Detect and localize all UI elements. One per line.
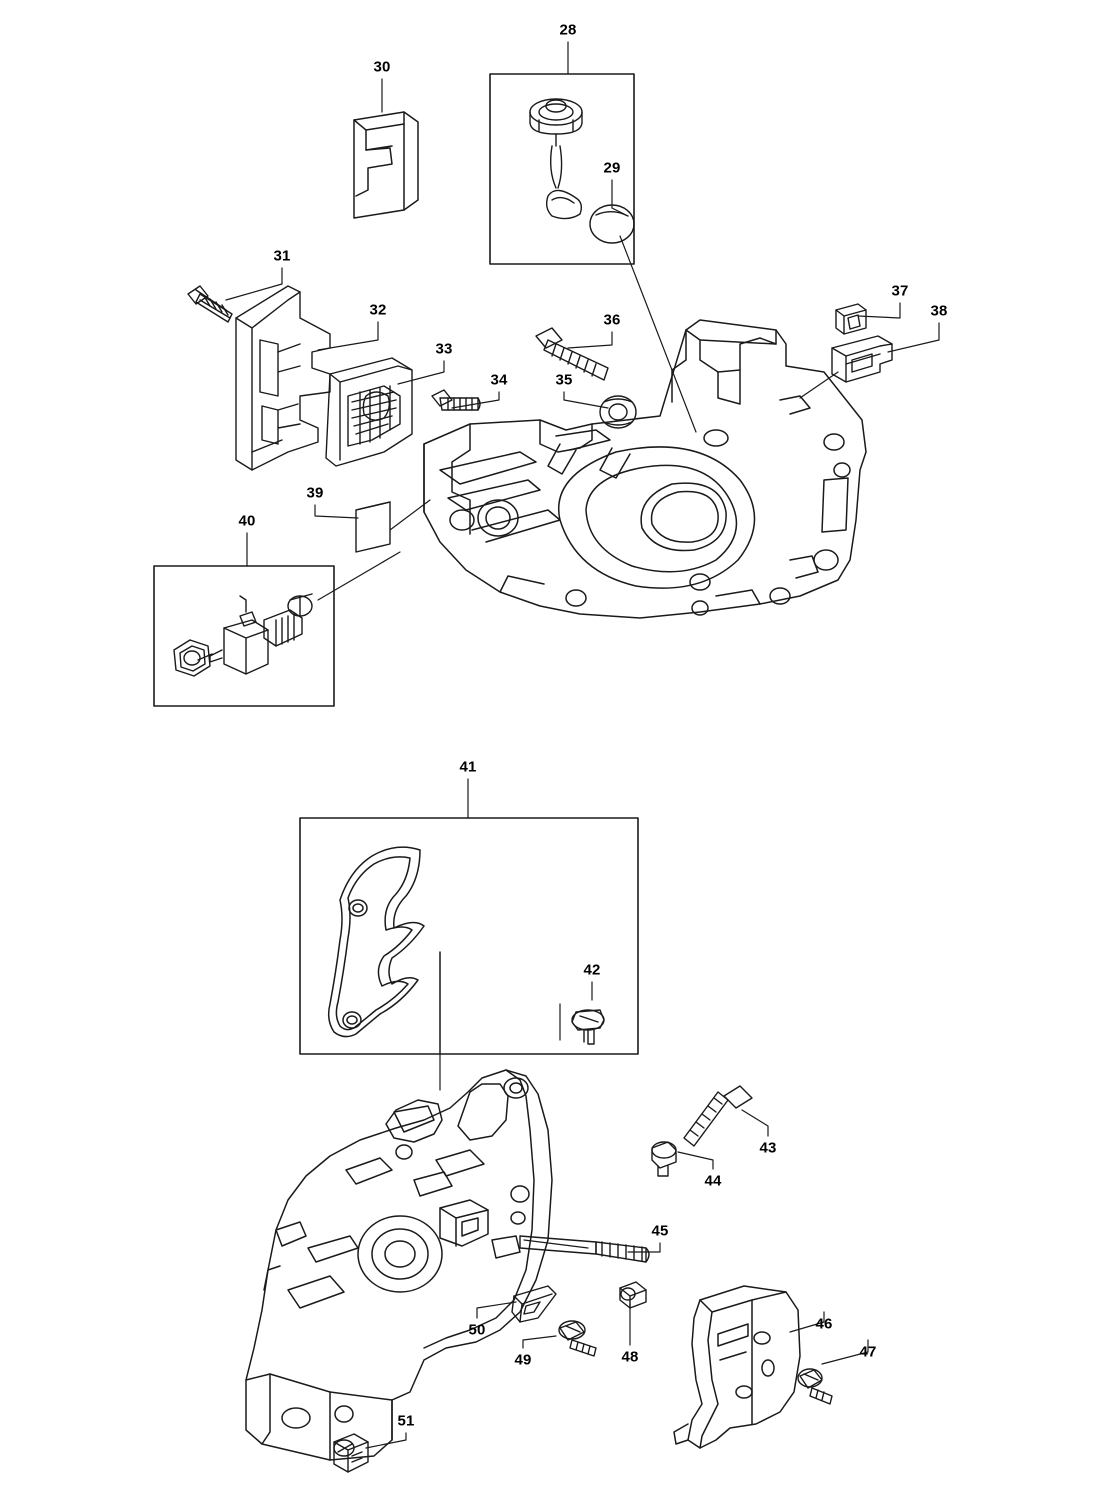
callout-label-48: 48 [621,1348,639,1366]
callout-label-43: 43 [759,1139,777,1157]
part-38-clip-bracket [832,336,892,382]
callout-label-28: 28 [559,21,577,39]
callout-label-39: 39 [306,484,324,502]
callout-label-36: 36 [603,311,621,329]
callout-label-49: 49 [514,1351,532,1369]
part-47-cover-screw [798,1369,832,1404]
part-41-chain-brake-lever [329,847,440,1054]
part-48-tension-nut [620,1282,646,1308]
part-43-flange-bolt [684,1086,752,1146]
callout-label-32: 32 [369,301,387,319]
crankcase-body [424,320,866,618]
callout-label-35: 35 [555,371,573,389]
part-28-fuel-cap [530,99,582,188]
callout-label-50: 50 [468,1321,486,1339]
part-39-name-plate [356,502,390,552]
part-31-screw [188,286,232,322]
callout-label-31: 31 [273,247,291,265]
callout-label-40: 40 [238,512,256,530]
part-33-filter-screen [326,358,412,466]
callout-label-38: 38 [930,302,948,320]
callout-label-46: 46 [815,1315,833,1333]
part-46-sprocket-cover [674,1286,800,1448]
callout-label-42: 42 [583,961,601,979]
leader-lines [226,42,939,1448]
callout-label-29: 29 [603,159,621,177]
callout-label-37: 37 [891,282,909,300]
callout-label-51: 51 [397,1412,415,1430]
part-40-switch-assembly [174,594,312,676]
part-37-cable-clip [836,304,866,334]
callout-label-34: 34 [490,371,508,389]
callout-label-33: 33 [435,340,453,358]
part-49-bumper-screw [559,1321,596,1356]
callout-label-45: 45 [651,1222,669,1240]
part-30-insulator-block [354,112,418,218]
callout-label-44: 44 [704,1172,722,1190]
part-50-bumper-spike [512,1286,556,1322]
callout-label-30: 30 [373,58,391,76]
part-45-adjuster-screw [520,1236,649,1262]
part-51-drain-plug [334,1434,368,1472]
part-29-cap-gasket [547,190,634,243]
chassis-body [246,1070,552,1460]
callout-label-47: 47 [859,1343,877,1361]
group-box-40 [154,566,334,706]
part-35-grommet [600,396,636,428]
part-32-air-guide-plate [236,286,330,470]
part-42-shoulder-screw [572,1010,604,1044]
callout-label-41: 41 [459,758,477,776]
part-44-tension-pin [652,1142,676,1176]
